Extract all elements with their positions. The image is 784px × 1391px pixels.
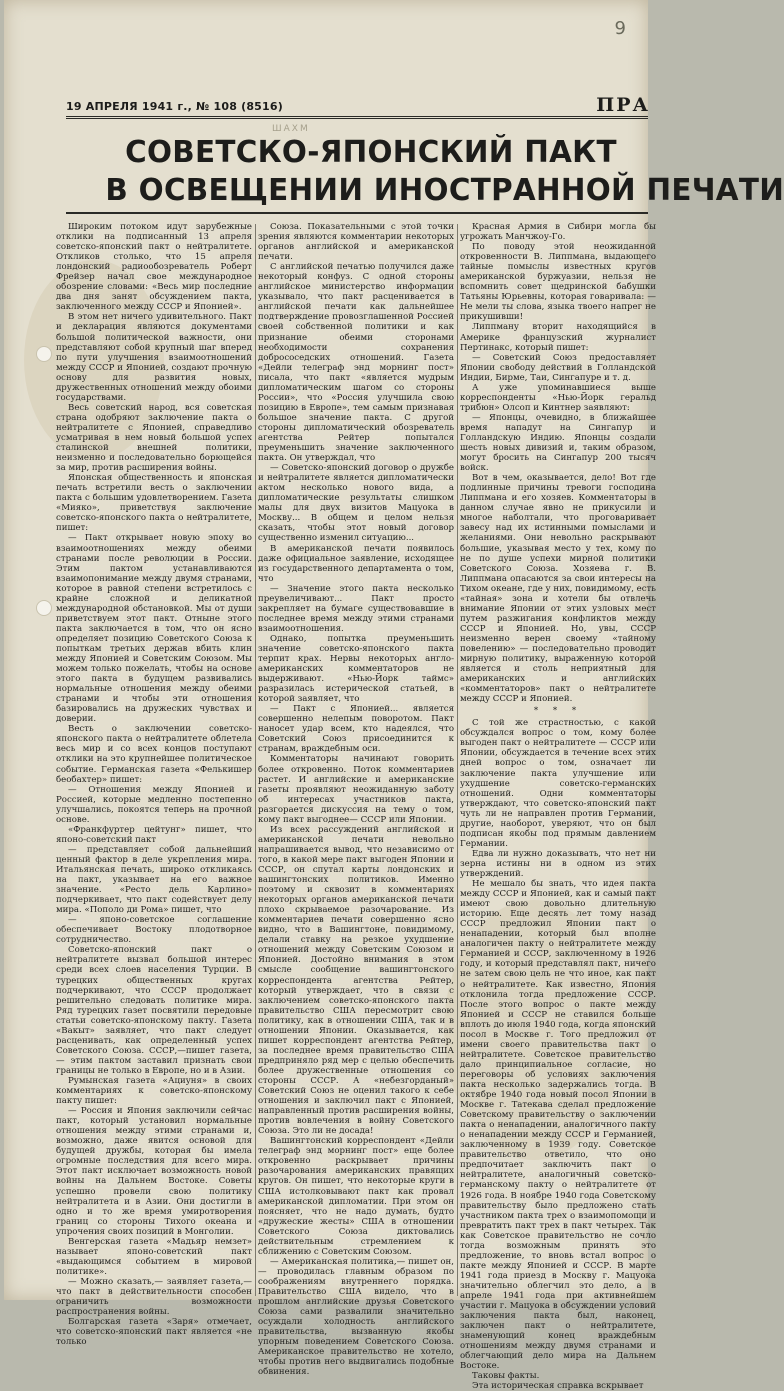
masthead-rule [66,116,648,119]
paragraph: Вот в чем, оказывается, дело! Вот где подлинные причины тревоги господина Липпмана и его хозяев. Комментаторы в данном случае явно не прикусили и многое наболтали, что проговаривает завесу над их истинными помыслами и желаниями. Они невольно раскрывают большие, указывая место у тех, кому по не по душе успехи мирной политики Советского Союза. Хозяева г. В. Липпмана опасаются за свои интересы на Тихом океане, где у них, повидимому, есть «тайная» зона и хотели бы отвлечь внимание Японии от этих узловых мест путем разжигания конфликтов между СССР и Японией. Но, увы, СССР неизменно верен своему «тайному повелению» — последовательно проводит мирную политику, выраженную которой является и столь неприятный для американских и английских «комментаторов» пакт о нейтралитете между СССР и Японией. [460,473,656,705]
paragraph: По поводу этой неожиданной откровенности В. Липпмана, выдающего тайные помыслы известных кругов американской буржуазии, нельзя не вспомнить совет щедринской бабушки Татьяны Юрьевны, которая говаривала: — Не мели ты слова, языка твоего напрег не прикушивши! [460,242,656,323]
paragraph: «Франкфуртер цейтунг» пишет, что японо-советский пакт [56,824,252,845]
paragraph: — Американская политика,— пишет он,— проводилась главным образом по соображениям внутреннего порядка. Правительство США видело, что в прошлом английские друзья Советского Союза сами развалили значительно осуждали холодность английского правительства, вызванную якобы упорным поведением Советского Союза. Американское правительство не хотело, чтобы против него выдвигались подобные обвинения. [258,1256,454,1378]
paragraph: С той же страстностью, с какой обсуждался вопрос о том, кому более выгоден пакт о нейтралитете — СССР или Японии, обсуждается в течение всех этих дней вопрос о том, означает ли заключение пакта улучшение или ухудшение советско-германских отношений. Одни комментаторы утверждают, что советско-японский пакт чуть ли не направлен против Германии, другие, наоборот, уверяют, что он был подписан якобы под прямым давлением Германии. [460,718,656,849]
paragraph: — Отношения между Японией и Россией, которые медленно постепенно улучшались, покоятся теперь на прочной основе. [56,784,252,825]
section-separator: * * * [533,706,583,717]
paragraph: В этом нет ничего удивительного. Пакт и декларация являются документами большой политической важности, они представляют собой крупный шаг вперед по пути улучшения взаимоотношений между СССР и Японией, создают прочную основу для развития новых, дружественных отношений между обоими государствами. [56,312,252,403]
paragraph: Союза. Показательными с этой точки зрения являются комментарии некоторых органов английской и американской печати. [258,222,454,263]
paragraph: — японо-советское соглашение обеспечивает Востоку плодотворное сотрудничество. [56,915,252,946]
paragraph: Липпману вторит находящийся в Америке французский журналист Пертинакс, который пишет: [460,322,656,353]
paragraph: В американской печати появилось даже официальное заявление, исходящее из государственного департамента о том, что [258,543,454,584]
column-2 [258,222,454,1378]
paragraph: С английской печатью получился даже некоторый конфуз. С одной стороны английское министерство информации указывало, что пакт расценивается в английской печати как дальнейшее подтверждение провозглашенной Россией своей собственной политики и как признание обеими сторонами необходимости сохранения добрососедских отношений. Газета «Дейли телеграф энд морнинг пост» писала, что пакт «является мудрым дипломатическим шагом со стороны России», что «Россия улучшила свою позицию в Европе», тем самым признавая большое значение пакта. С другой стороны дипломатический обозреватель агентства Рейтер попытался преуменьшить значение заключенного пакта. Он утверждал, что [258,262,454,464]
punch-hole [36,346,52,362]
paragraph: — Пакт открывает новую эпоху во взаимоотношениях между обеими странами после революции в России. Этим пактом устанавливаются взаимопонимание между двумя странами, которое в равной степени встретилось с крайне сложной и деликатной международной обстановкой. Мы от души приветствуем этот пакт. Отныне этого пакта заключается в том, что он ясно определяет позицию Советского Союза к попыткам третьих держав вбить клин между Японией и Советским Союзом. Мы можем только пожелать, чтобы на основе этого пакта в будущем развивались нормальные отношения между обеими странами и чтобы эти отношения базировались на дружеских чувствах и доверии. [56,533,252,725]
column-3 [460,222,656,1391]
paragraph: Комментаторы начинают говорить более откровенно. Поток комментариев растет. И английские и американские газеты проявляют неожиданную заботу об интересах участников пакта, разгорается дискуссия на тему о том, кому пакт выгоднее— СССР или Японии. [258,754,454,825]
paragraph: — представляет собой дальнейший ценный фактор в деле укрепления мира. Итальянская печать, широко откликаясь на пакт, указывает на его важное значение. «Ресто дель Карлино» подчеркивает, что пакт содействует делу мира. «Пополо ди Рома» пишет, что [56,844,252,916]
paragraph: Болгарская газета «Заря» отмечает, что советско-японский пакт является «не только [56,1317,252,1348]
paragraph: Весть о заключении советско-японского пакта о нейтралитете облетела весь мир и со всех концов поступают отклики на это крупнейшее политическое событие. Германская газета «Фелькишер беобахтер» пишет: [56,724,252,785]
headline-line-1: СОВЕТСКО-ЯПОНСКИЙ ПАКТ [125,135,617,170]
masthead [66,96,648,116]
paragraph: Едва ли нужно доказывать, что нет ни зерна истины ни в одном из этих утверждений. [460,848,656,879]
paragraph: Из всех рассуждений английской и американской печати невольно напрашивается вывод, что независимо от того, в какой мере пакт выгоден Японии и СССР, он спутал карты лондонских и вашингтонских политиков. Именно поэтому и сквозит в комментариях некоторых органов американской печати плохо скрываемое разочарование. Из комментариев печати совершенно ясно видно, что в Вашингтоне, повидимому, делали ставку на резкое ухудшение отношений между Советским Союзом и Японией. Достойно внимания в этом смысле сообщение вашингтонского корреспондента агентства Рейтер, который утверждает, что в связи с заключением советско-японского пакта правительство США пересмотрит свою политику, как в отношении США, так и в отношении Японии. Оказывается, как пишет корреспондент агентства Рейтер, за последнее время правительство США предприняло ряд мер с целью обеспечить более дружественные отношения со стороны СССР. А «небезгорданый» Советский Союз не оценил такого к себе отношения и заключил пакт с Японией, направленный против расширения войны, против вовлечения в войну Советского Союза. Это ли не досада! [258,824,454,1137]
punch-hole [36,600,52,616]
paragraph: — Пакт с Японией... является совершенно нелепым поворотом. Пакт наносет удар всем, кто надеялся, что Советский Союз присоединится к странам, враждебным оси. [258,704,454,755]
paragraph: Таковы факты. [472,1371,540,1382]
paragraph: А уже упоминавшиеся выше корреспонденты «Нью-Йорк геральд трибюн» Олсоп и Кинтнер заявляют: [460,382,656,413]
paragraph: — Советский Союз предоставляет Японии свободу действий в Голландской Индии, Бирме, Таи, Сингапуре и т. д. [460,352,656,383]
paragraph: Вашингтонский корреспондент «Дейли телеграф энд морнинг пост» еще более откровенно раскрывает причины разочарования американских правящих кругов. Он пишет, что некоторые круги в США истолковывают пакт как провал американской дипломатии. При этом он поясняет, что не надо думать, будто «дружеские жесты» США в отношении Советского Союза диктовались действительным стремлением к сближению с Советским Союзом. [258,1136,454,1257]
paragraph: — Советско-японский договор о дружбе и нейтралитете является дипломатически актом несколько нового вида, а дипломатические результаты слишком малы для двух визитов Мацуока в Москву... В общем и целом нельзя сказать, чтобы этот новый договор существенно изменил ситуацию... [258,463,454,544]
paragraph: Не мешало бы знать, что идея пакта между СССР и Японией, как и самый пакт имеют свою довольно длительную историю. Еще десять лет тому назад СССР предложил Японии пакт о ненападении, который был вполне аналогичен пакту о нейтралитете между Германией и СССР, заключенному в 1926 году, и который представлял пакт, ничего не затем свою цель не что иное, как пакт о нейтралитете. Как известно, Япония отклонила тогда предложение СССР. После этого вопрос о пакте между Японией и СССР не ставился больше вплоть до июля 1940 года, когда японский посол в Москве г. Того предложил от имени своего правительства пакт о нейтралитете. Советское правительство дало принципиальное согласие, но переговоры об условиях заключения пакта несколько задержались тогда. В октябре 1940 года новый посол Японии в Москве г. Татекава сделал предложение Советскому правительству о заключении пакта о ненападении, аналогичного пакту о ненападении между СССР и Германией, заключенному в 1939 году. Советское правительство ответило, что оно предпочитает заключить пакт о нейтралитете, аналогичный советско-германскому пакту о нейтралитете от 1926 года. В ноябре 1940 года Советскому правительству было предложено стать участником пакта трех о взаимопомощи и превратить пакт трех в пакт четырех. Так как Советское правительство не сочло тогда возможным принять это предложение, то вновь встал вопрос о пакте между Японией и СССР. В марте 1941 года приезд в Москву г. Мацуока значительно облегчил это дело, а в апреле 1941 года при активнейшем участии г. Мацуока в обсуждении условий заключения пакта был, наконец, заключен пакт о нейтралитете, знаменующий конец враждебным отношениям между двумя странами и облегчающий дело мира на Дальнем Востоке. [460,879,656,1372]
paragraph: Весь советский народ, вся советская страна одобряют заключение пакта о нейтралитете с Японией, справедливо усматривая в нем новый большой успех сталинской внешней политики, неизменно и последовательно борющейся за мир, против расширения войны. [56,402,252,474]
paragraph: — Россия и Япония заключили сейчас пакт, который установил нормальные отношения между этими странами и, возможно, даже явится основой для будущей дружбы, которая бы имела огромные последствия для всего мира. Этот пакт исключает возможность новой войны на Дальнем Востоке. Советы успешно провели свою политику нейтралитета и в Азии. Они достигли в одно и то же время умиротворения границ со стороны Тихого океана и упрочения своих позиций в Монголии. [56,1106,252,1237]
article-body [56,222,656,1391]
paragraph: — Можно сказать,— заявляет газета,— что пакт в действительности способен ограничить возможности распространения войны. [56,1276,252,1318]
column-1 [56,222,252,1348]
newspaper-clipping [4,0,784,1391]
column-divider [255,224,256,1296]
paragraph: — Значение этого пакта несколько преувеличивают... Пакт просто закрепляет на бумаге существовавшие в последнее время между этими странами взаимоотношения. [258,583,454,634]
bleed-through-text: ШАХМ [272,124,310,134]
paragraph: Широким потоком идут зарубежные отклики на подписанный 13 апреля советско-японский пакт о нейтралитете. Откликов столько, что 15 апреля лондонский радиообозреватель Роберт Фрейзер начал свое международное обозрение словами: «Весь мир последние два дня занят обсуждением пакта, заключенного между СССР и Японией». [56,222,252,313]
paragraph: Эта историческая справка вскрывает [472,1381,644,1391]
headline-rule [66,212,648,214]
article-headline [105,134,784,210]
paragraph: — Японцы, очевидно, в ближайшее время нападут на Сингапур и Голландскую Индию. Японцы создали шесть новых дивизий и, таким образом, могут бросить на Сингапур 200 тысяч войск. [460,412,656,474]
headline-line-2: В ОСВЕЩЕНИИ ИНОСТРАННОЙ ПЕЧАТИ [105,173,784,208]
paragraph: Красная Армия в Сибири могла бы угрожать Манчжоу-Го. [460,222,656,243]
page-number: 9 [614,18,626,39]
issue-date: 19 АПРЕЛЯ 1941 г., № 108 (8516) [66,100,283,113]
paragraph: Венгерская газета «Мадьяр немзет» называет японо-советский пакт «выдающимся событием в мировой политике». [56,1236,252,1277]
paragraph: Японская общественность и японская печать встретили весть о заключении пакта с большим удовлетворением. Газета «Мияко», приветствуя заключение советско-японского пакта о нейтралитете, пишет: [56,473,252,534]
paragraph: Советско-японский пакт о нейтралитете вызвал большой интерес среди всех слоев населения Турции. В турецких общественных кругах подчеркивают, что СССР продолжает решительно следовать политике мира. Ряд турецких газет посвятили передовые статьи советско-японскому пакту. Газета «Вакыт» заявляет, что пакт следует расценивать, как определенный успех Советского Союза. СССР,—пишет газета,— этим пактом заставил признать свои границы не только в Европе, но и в Азии. [56,945,252,1076]
column-divider [457,224,458,1296]
newspaper-name-fragment: ПРА [596,94,650,116]
paragraph: Румынская газета «Ациуня» в своих комментариях к советско-японскому пакту пишет: [56,1075,252,1107]
paragraph: Однако, попытка преуменьшить значение советско-японского пакта терпит крах. Нервы некоторых англо-американских комментаторов не выдерживают. «Нью-Йорк таймс» разразилась истерической статьей, в которой заявляет, что [258,633,454,705]
